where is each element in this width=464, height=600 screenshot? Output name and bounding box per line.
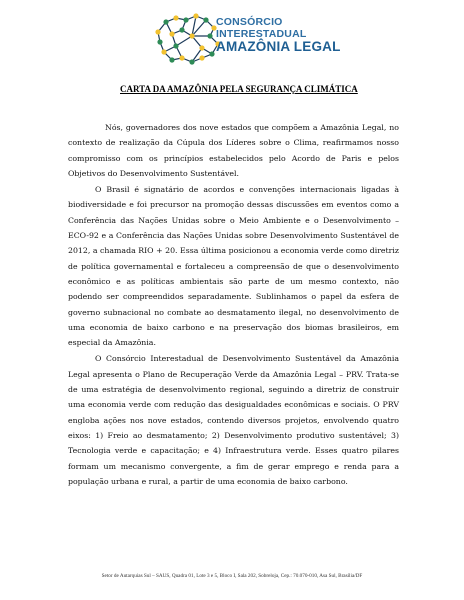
logo-wordmark [216,16,341,54]
paragraph-1: Nós, governadores dos nove estados que compõem a Amazônia Legal, no contexto de realização da Cúpula dos Líderes sobre o Clima, reafirmamos nosso compromisso com os princípios estabelecidos pelo Acordo de Paris e pelos Objetivos do Desenvolvimento Sustentável. [68,123,399,178]
paragraph-2: O Brasil é signatário de acordos e convenções internacionais ligadas à biodiversidade e foi precursor na promoção dessas discussões em eventos como a Conferência das Nações Unidas sobre o Meio Ambiente e o Desenvolvimento – ECO-92 e a Conferência das Nações Unidas sobre Desenvolvimento Sustentável de 2012, a chamada RIO + 20. Essa última posicionou a economia verde como diretriz de política governamental e fortaleceu a compreensão de que o desenvolvimento econômico e as políticas ambientais são parte de um mesmo contexto, não podendo ser compreendidos separadamente. Sublinhamos o papel da esfera de governo subnacional no combate ao desmatamento ilegal, no desenvolvimento de uma economia de baixo carbono e na preservação dos biomas brasileiros, em especial da Amazônia. [68,185,399,348]
page-footer-address: Setor de Autarquias Sul – SAUS, Quadra 01, Lote 3 e 5, Bloco I, Sala 202, Sobreloja, Cep.: 70.070-010, Asa Sul, Brasília/DF [101,573,363,579]
logo-line-1: CONSÓRCIO [216,16,283,28]
logo-line-3: AMAZÔNIA LEGAL [216,39,341,54]
paragraph-3: O Consórcio Interestadual de Desenvolvimento Sustentável da Amazônia Legal apresenta o Plano de Recuperação Verde da Amazônia Legal – PRV. Trata-se de uma estratégia de desenvolvimento regional, seguindo a diretriz de construir uma economia verde com redução das desigualdades econômicas e sociais. O PRV engloba ações nos nove estados, contendo diversos projetos, envolvendo quatro eixos: 1) Freio ao desmatamento; 2) Desenvolvimento produtivo sustentável; 3) Tecnologia verde e capacitação; e 4) Infraestrutura verde. Esses quatro pilares formam um mecanismo convergente, a fim de gerar emprego e renda para a população urbana e rural, a partir de uma economia de baixo carbono. [68,354,399,486]
document-title: CARTA DA AMAZÔNIA PELA SEGURANÇA CLIMÁTICA [120,84,358,94]
document-body [68,120,399,490]
logo-line-2: INTERESTADUAL [216,28,307,40]
consortium-logo [152,6,352,72]
